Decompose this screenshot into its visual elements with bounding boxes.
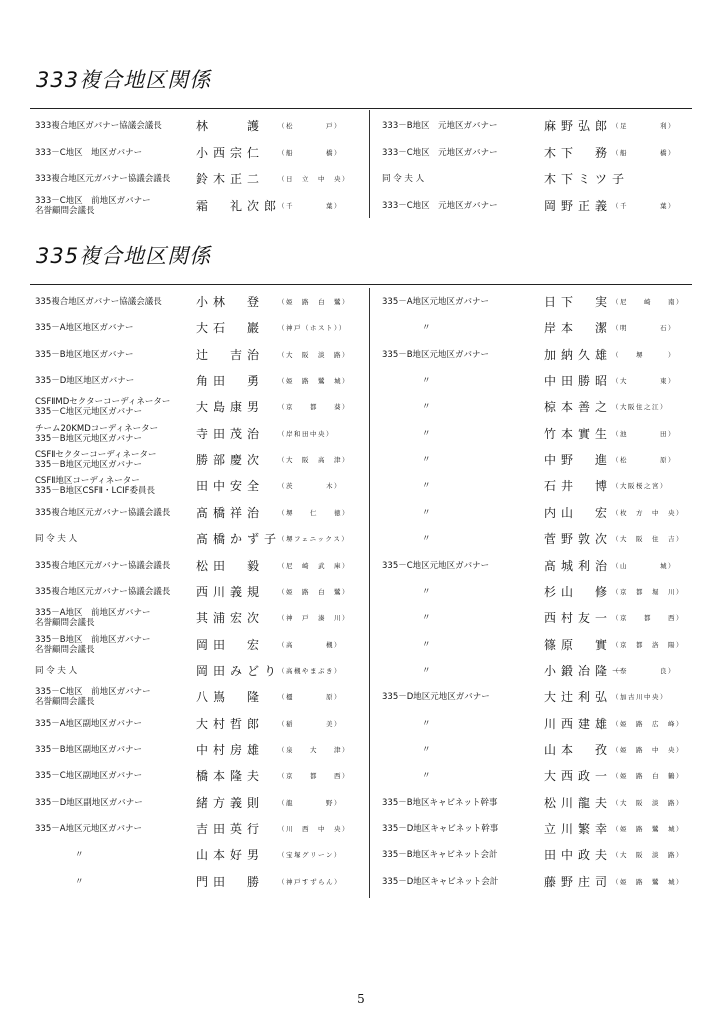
member-club: （山 城）	[612, 561, 676, 570]
member-club: （大 阪 淡 路）	[278, 350, 350, 359]
member-name: 竹本實生	[544, 426, 613, 441]
member-row	[0, 712, 722, 738]
member-role: 333－C地区 元地区ガバナー	[382, 147, 498, 158]
member-name: 田中政夫	[544, 848, 613, 863]
member-club: （高槻やまぶき）	[278, 666, 342, 675]
page-number: 5	[357, 992, 365, 1006]
member-club: （京 都 西）	[612, 614, 684, 623]
member-name: 大西政一	[544, 769, 613, 784]
member-name: 篠原 實	[544, 637, 613, 652]
member-row	[0, 606, 722, 632]
section-divider	[30, 284, 692, 285]
member-club: （千 葉）	[612, 201, 676, 210]
member-name: 鈴木正二	[196, 172, 265, 186]
member-name: 菅野敦次	[544, 532, 613, 547]
member-role: 335－A地区 前地区ガバナー 名誉顧問会議長	[35, 608, 151, 629]
member-row	[0, 791, 722, 817]
member-name: 勝部慶次	[196, 453, 265, 468]
member-club: （姫 路 白 鷺）	[278, 587, 350, 596]
member-club: （大 阪 高 津）	[278, 456, 350, 465]
member-row	[0, 316, 722, 342]
member-role: 333－C地区 元地区ガバナー	[382, 200, 498, 211]
member-row	[0, 501, 722, 527]
member-name: 大石 巖	[196, 321, 265, 336]
member-role: 335複合地区ガバナー協議会議長	[35, 297, 162, 307]
member-role: 〃	[75, 876, 84, 887]
member-role: 333－C地区 地区ガバナー	[35, 147, 143, 158]
member-name: 八嶌 隆	[196, 690, 265, 705]
member-row	[0, 369, 722, 395]
member-name: 松田 毅	[196, 558, 265, 573]
member-role: チーム20KMDコーディネーター 335－B地区元地区ガバナー	[35, 423, 159, 444]
member-row	[0, 738, 722, 764]
member-role: 〃	[422, 613, 431, 624]
member-role: 335－D地区元地区ガバナー	[382, 692, 490, 703]
member-name: 石井 博	[544, 479, 613, 494]
member-row	[0, 343, 722, 369]
member-club: （大 阪 淡 路）	[612, 798, 684, 807]
member-name: 岡田 宏	[196, 637, 265, 652]
member-name: 角田 勇	[196, 374, 265, 389]
member-role: 335－D地区キャビネット幹事	[382, 824, 499, 834]
member-name: 辻 吉治	[196, 347, 265, 362]
member-club: （茨 木）	[278, 482, 342, 491]
member-club: （大 東）	[612, 377, 676, 386]
member-role: 〃	[422, 428, 431, 439]
member-role: 335複合地区元ガバナー協議会議長	[35, 560, 171, 571]
member-row	[0, 395, 722, 421]
member-name: 林 護	[196, 119, 265, 133]
member-name: 岡野正義	[544, 198, 613, 213]
member-row	[0, 633, 722, 659]
member-role: 335－C地区元地区ガバナー	[382, 560, 490, 571]
member-name: 藤野庄司	[544, 874, 613, 889]
member-name: 橋本隆夫	[196, 769, 265, 784]
member-role: 〃	[422, 534, 431, 545]
member-role: 〃	[422, 744, 431, 755]
section-divider	[30, 108, 692, 109]
member-name: 加納久雄	[544, 347, 613, 362]
member-name: 小林 登	[196, 295, 265, 309]
member-role: 〃	[422, 586, 431, 597]
member-role: 335－D地区副地区ガバナー	[35, 797, 143, 808]
member-role: 〃	[422, 718, 431, 729]
member-role: 335－D地区地区ガバナー	[35, 376, 135, 387]
member-club: （池 田）	[612, 429, 676, 438]
member-name: 門田 勝	[196, 874, 265, 889]
member-name: 小西宗仁	[196, 145, 265, 160]
member-role: 335複合地区元ガバナー協議会議長	[35, 507, 171, 518]
member-club: （岸和田中央）	[278, 429, 334, 438]
member-name: 大島康男	[196, 400, 265, 415]
member-name: 岡田みどり	[196, 663, 282, 678]
member-role: 〃	[422, 376, 431, 387]
member-club: （宝塚グリーン）	[278, 851, 342, 860]
member-club: （大阪住之江）	[612, 403, 668, 412]
member-club: （神 戸 湊 川）	[278, 614, 350, 623]
member-club: （日 立 中 央）	[278, 175, 350, 183]
member-row	[0, 474, 722, 500]
section-title: 335複合地区関係	[36, 244, 212, 268]
member-role: 335－B地区キャビネット幹事	[382, 797, 498, 808]
member-role: 335－C地区 前地区ガバナー 名誉顧問会議長	[35, 687, 151, 708]
member-row	[0, 527, 722, 553]
member-row	[0, 194, 722, 220]
member-name: 髙橋かず子	[196, 532, 282, 547]
member-club: （川 西 中 央）	[278, 825, 350, 833]
member-name: 岸本 潔	[544, 321, 613, 336]
member-name: 西村友一	[544, 611, 613, 626]
member-role: 〃	[422, 639, 431, 650]
member-club: （大 阪 淡 路）	[612, 851, 684, 860]
member-name: 西川義規	[196, 584, 265, 599]
member-role: 333－B地区 元地区ガバナー	[382, 121, 498, 131]
member-club: （神戸すずらん）	[278, 877, 343, 886]
member-role: 〃	[422, 481, 431, 492]
member-name: 髙橋祥治	[196, 505, 265, 520]
member-club: （姫 路 広 峰）	[612, 719, 684, 728]
member-club: （姫 路 鷺 城）	[612, 825, 684, 833]
member-club: （京 都 洛 陽）	[612, 640, 684, 649]
member-name: 麻野弘郎	[544, 119, 613, 133]
member-role: 335－B地区キャビネット会計	[382, 850, 498, 861]
member-club: （足 利）	[612, 122, 676, 130]
member-club: （姫 路 鷺 城）	[278, 377, 350, 386]
member-row	[0, 817, 722, 843]
member-role: CSFⅡ地区コーディネーター 335－B地区CSFⅡ・LCIF委員長	[35, 476, 156, 497]
member-role: 335－C地区副地区ガバナー	[35, 771, 143, 782]
member-row	[0, 141, 722, 167]
member-role: 335－A地区元地区ガバナー	[35, 824, 143, 834]
member-name: 木下ミツ子	[544, 172, 630, 186]
member-name: 寺田茂治	[196, 426, 265, 441]
member-role: CSFⅡMDセクターコーディネーター 335－C地区元地区ガバナー	[35, 397, 171, 418]
member-club: （姫 路 白 鶴）	[612, 772, 684, 781]
member-name: 中村房雄	[196, 742, 265, 757]
member-club: （京 都 葵）	[278, 403, 350, 412]
member-club: （姫 路 鷺 城）	[612, 877, 684, 886]
member-name: 松川龍夫	[544, 795, 613, 810]
member-club: （船 橋）	[278, 148, 342, 157]
member-role: 〃	[75, 850, 84, 861]
member-role: 335－D地区キャビネット会計	[382, 876, 499, 887]
member-role: CSFⅡセクターコーディネーター 335－B地区元地区ガバナー	[35, 450, 157, 471]
member-name: 山本好男	[196, 848, 265, 863]
member-name: 其浦宏次	[196, 611, 265, 626]
member-role: 335－B地区 前地区ガバナー 名誉顧問会議長	[35, 634, 151, 655]
member-name: 山本 孜	[544, 742, 613, 757]
member-row	[0, 290, 722, 316]
member-club: （大阪桜之宮）	[612, 482, 668, 491]
member-name: 杉山 修	[544, 584, 613, 599]
member-role: 同 令 夫 人	[382, 174, 425, 184]
member-club: （京 都 西）	[278, 772, 350, 781]
member-row	[0, 580, 722, 606]
member-name: 椋本善之	[544, 400, 613, 415]
member-club: （泉 大 津）	[278, 745, 350, 754]
member-club: （ 堺 ）	[612, 350, 676, 359]
member-club: （堺 仁 徳）	[278, 508, 350, 517]
member-row	[0, 685, 722, 711]
member-club: （枚 方 中 央）	[612, 508, 684, 517]
member-role: 333複合地区ガバナー協議会議長	[35, 121, 162, 131]
member-role: 335－A地区副地区ガバナー	[35, 718, 143, 729]
member-role: 335－B地区元地区ガバナー	[382, 349, 490, 360]
member-name: 髙城利治	[544, 558, 613, 573]
member-row	[0, 870, 722, 896]
member-role: 〃	[422, 665, 431, 676]
member-club: （姫 路 中 央）	[612, 745, 684, 754]
member-role: 335複合地区元ガバナー協議会議長	[35, 586, 171, 597]
member-role: 〃	[422, 455, 431, 466]
member-club: （稲 美）	[278, 719, 342, 728]
member-club: （松 原）	[612, 456, 676, 465]
member-club: （京 都 堀 川）	[612, 587, 684, 596]
member-name: 川西建雄	[544, 716, 613, 731]
member-row	[0, 422, 722, 448]
member-name: 小鍛冶隆一	[544, 663, 630, 678]
member-role: 335－A地区元地区ガバナー	[382, 297, 490, 307]
member-role: 〃	[422, 507, 431, 518]
member-club: （堺フェニックス）	[278, 535, 350, 544]
member-club: （姫 路 白 鷺）	[278, 298, 350, 306]
member-name: 田中安全	[196, 479, 265, 494]
member-name: 大辻利弘	[544, 690, 613, 705]
member-row	[0, 448, 722, 474]
member-club: （明 石）	[612, 324, 676, 333]
member-row	[0, 554, 722, 580]
member-role: 333－C地区 前地区ガバナー 名誉顧問会議長	[35, 195, 151, 216]
member-name: 立川繁幸	[544, 822, 613, 836]
member-name: 緒方義則	[196, 795, 265, 810]
member-name: 霜 礼次郎	[196, 198, 282, 213]
member-role: 335－B地区副地区ガバナー	[35, 744, 143, 755]
member-club: （尼 崎 南）	[612, 298, 684, 306]
member-role: 同 令 夫 人	[35, 665, 78, 676]
member-club: （松 戸）	[278, 122, 342, 130]
member-club: （奈 良）	[612, 666, 676, 675]
member-club: （千 葉）	[278, 201, 342, 210]
member-name: 木下 務	[544, 145, 613, 160]
member-club: （大 阪 住 吉）	[612, 535, 684, 544]
member-club: （加古川中央）	[612, 693, 668, 702]
member-club: （尼 崎 武 庫）	[278, 561, 350, 570]
member-club: （橿 原）	[278, 693, 342, 702]
member-role: 〃	[422, 771, 431, 782]
member-role: 同 令 夫 人	[35, 534, 78, 545]
member-club: （龍 野）	[278, 798, 342, 807]
member-row	[0, 114, 722, 140]
member-name: 大村哲郎	[196, 716, 265, 731]
member-name: 中田勝昭	[544, 374, 613, 389]
member-club: （高 槻）	[278, 640, 342, 649]
member-club: （神戸（ホスト））	[278, 324, 347, 333]
section-title: 333複合地区関係	[36, 68, 212, 92]
member-row	[0, 843, 722, 869]
member-role: 335－A地区地区ガバナー	[35, 323, 134, 334]
member-role: 333複合地区元ガバナー協議会議長	[35, 174, 171, 184]
member-role: 〃	[422, 323, 431, 334]
member-name: 中野 進	[544, 453, 613, 468]
member-row	[0, 764, 722, 790]
member-name: 内山 宏	[544, 505, 613, 520]
member-row	[0, 659, 722, 685]
member-club: （船 橋）	[612, 148, 676, 157]
member-name: 日下 実	[544, 295, 613, 309]
member-role: 〃	[422, 402, 431, 413]
member-row	[0, 167, 722, 193]
member-role: 335－B地区地区ガバナー	[35, 349, 134, 360]
member-name: 吉田英行	[196, 822, 265, 836]
